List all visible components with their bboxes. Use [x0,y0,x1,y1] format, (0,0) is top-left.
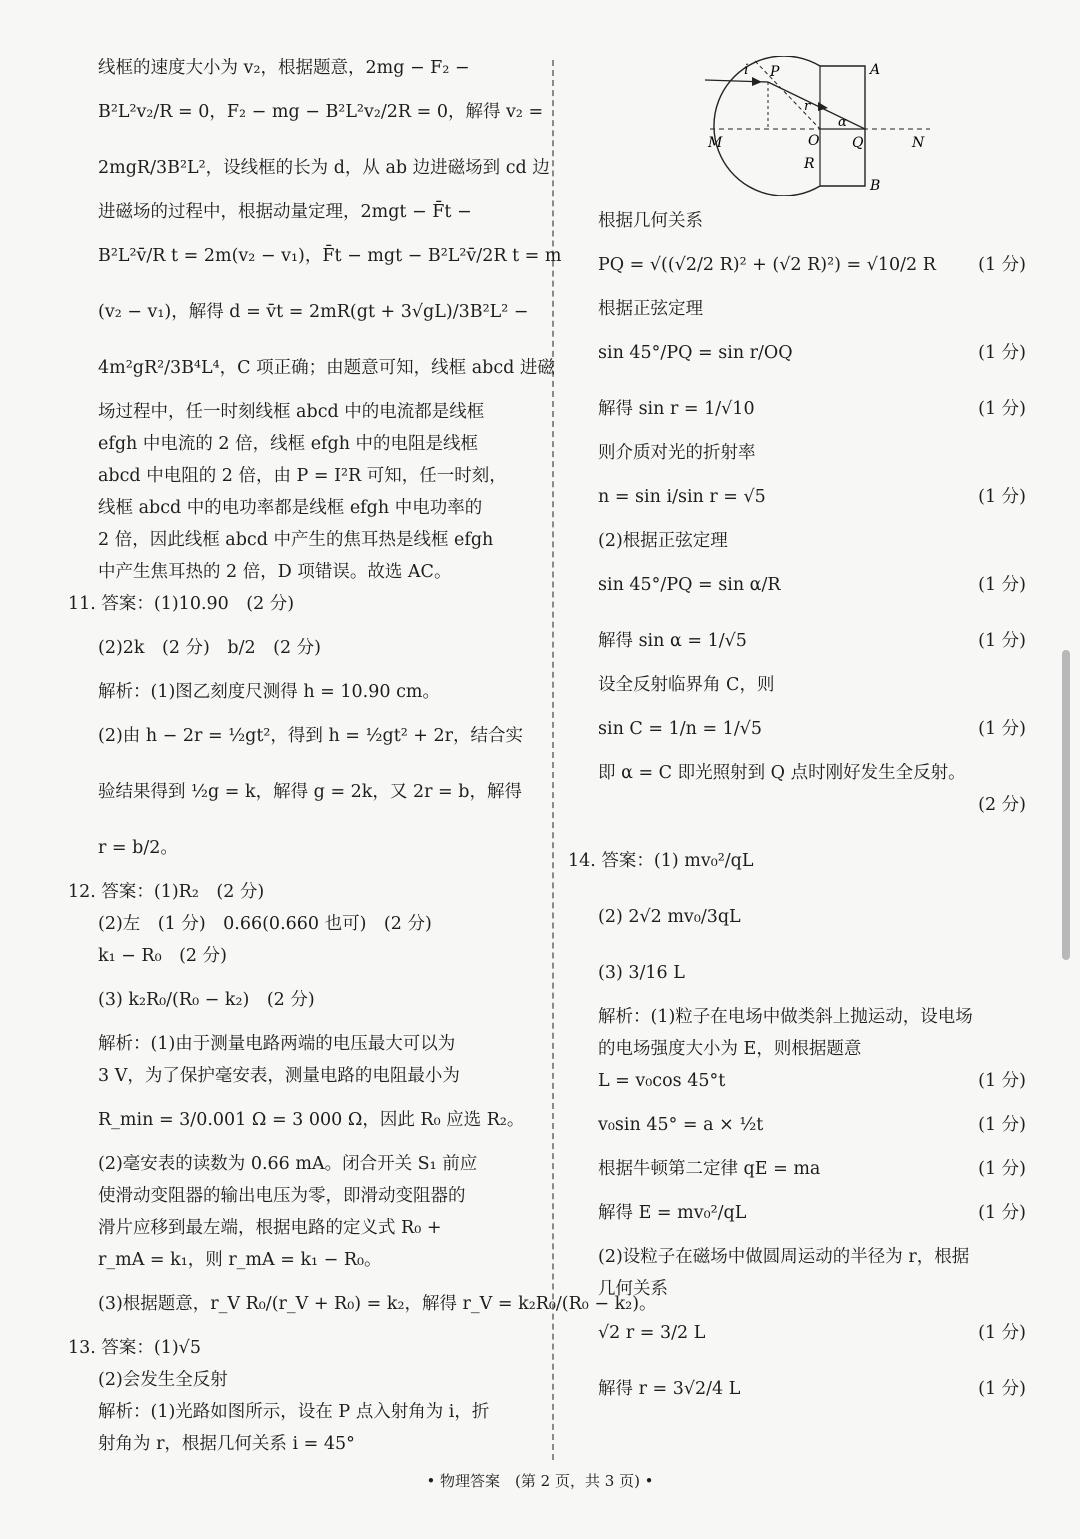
line-text: (2)设粒子在磁场中做圆周运动的半径为 r，根据 [598,1247,970,1267]
score-label: (1 分) [978,1115,1026,1135]
q11-line: r = b/2。 [98,838,178,858]
score-label: (1 分) [978,255,1026,275]
label-b: B [870,178,881,194]
label-q: Q [852,135,864,151]
p10-line: B²L²v₂/R = 0，F₂ − mg − B²L²v₂/2R = 0，解得 v₂ = [98,102,544,122]
p10-line: (v₂ − v₁)，解得 d = v̄t = 2mR(gt + 3√gL)/3B²L² − [98,302,529,322]
line-text: 解得 r = 3√2/4 L [598,1379,741,1399]
line-text: 解得 sin r = 1/√10 [598,399,755,419]
q13-line: (2)会发生全反射 [98,1370,228,1390]
score-label: (1 分) [978,1071,1026,1091]
score-label: (1 分) [978,487,1026,507]
r13-line [598,525,1038,557]
p10-line: 线框的速度大小为 v₂，根据题意，2mg − F₂ − [98,58,470,78]
q11-line: (2)2k (2 分) b/2 (2 分) [98,638,321,658]
r14-line [598,1001,1038,1033]
r13-line [598,237,1038,293]
r14-line [598,1065,1038,1097]
label-alpha: α [838,115,847,130]
p10-line: 场过程中，任一时刻线框 abcd 中的电流都是线框 [98,402,485,422]
q11-line: (2)由 h − 2r = ½gt²，得到 h = ½gt² + 2r，结合实 [98,726,524,746]
score-label: (1 分) [978,1323,1026,1343]
q13-line: 13. 答案：(1)√5 [68,1338,201,1358]
line-text: √2 r = 3/2 L [598,1323,706,1343]
line-text: PQ = √((√2/2 R)² + (√2 R)²) = √10/2 R [598,255,936,275]
q11-line: 验结果得到 ½g = k，解得 g = 2k，又 2r = b，解得 [98,782,522,802]
label-a: A [870,62,881,78]
r14-line [598,1361,1038,1417]
q12-line: (2)左 (1 分) 0.66(0.660 也可) (2 分) [98,914,432,934]
score-label: (1 分) [978,719,1026,739]
r14-line [598,889,1038,945]
incident-arrow [752,77,762,86]
q12-line: 滑片应移到最左端，根据电路的定义式 R₀ + [98,1218,442,1238]
score-label: (1 分) [978,1203,1026,1223]
optics-diagram [700,56,940,196]
label-o: O [808,133,820,149]
q12-line: 解析：(1)由于测量电路两端的电压最大可以为 [98,1034,456,1054]
refracted-ray [768,82,865,129]
r14-line [598,1033,1038,1065]
page-footer: • 物理答案 (第 2 页，共 3 页) • [426,1472,654,1490]
line-text: 解得 sin α = 1/√5 [598,631,747,651]
r13-line [598,613,1038,669]
p10-line: 2mgR/3B²L²，设线框的长为 d，从 ab 边进磁场到 cd 边 [98,158,550,178]
q12-line: r_mA = k₁，则 r_mA = k₁ − R₀。 [98,1250,382,1270]
score-label: (1 分) [978,631,1026,651]
q12-line: k₁ − R₀ (2 分) [98,946,227,966]
q11-line: 解析：(1)图乙刻度尺测得 h = 10.90 cm。 [98,682,440,702]
q11-line: 11. 答案：(1)10.90 (2 分) [68,594,295,614]
column-divider [552,60,554,1460]
p10-line: B²L²v̄/R t = 2m(v₂ − v₁)，F̄t − mgt − B²L²v̄/2R t = m [98,246,562,266]
p10-line: efgh 中电流的 2 倍，线框 efgh 中的电阻是线框 [98,434,479,454]
score-label: (1 分) [978,1159,1026,1179]
label-p: P [770,64,780,80]
score-label: (1 分) [978,575,1026,595]
p10-line: 4m²gR²/3B⁴L⁴，C 项正确；由题意可知，线框 abcd 进磁 [98,358,555,378]
q12-line: (3) k₂R₀/(R₀ − k₂) (2 分) [98,990,315,1010]
r14-line [598,945,1038,1001]
q13-continued [598,205,1038,821]
line-text: 则介质对光的折射率 [598,443,756,463]
p10-line: 2 倍，因此线框 abcd 中产生的焦耳热是线框 efgh [98,530,494,550]
r14-line [598,1097,1038,1153]
label-radius-r: R [804,156,815,172]
q12-line: 使滑动变阻器的输出电压为零，即滑动变阻器的 [98,1186,466,1206]
q13-answer [68,1332,528,1460]
r13-line [598,557,1038,613]
line-text: (2) 2√2 mv₀/3qL [598,907,741,927]
scrollbar-thumb[interactable] [1062,650,1070,960]
score-label: (1 分) [978,399,1026,419]
r13-line [598,757,1038,789]
q12-line: (3)根据题意，r_V R₀/(r_V + R₀) = k₂，解得 r_V = k₂R₀/(R₀ − k₂)。 [98,1294,657,1314]
r13-line [598,437,1038,469]
line-text: n = sin i/sin r = √5 [598,487,766,507]
q10-explanation [98,52,562,588]
r14-line [568,833,1038,889]
r14-line [598,1305,1038,1361]
r14-line [598,1273,1038,1305]
r14-line [598,1185,1038,1241]
label-i: i [744,62,749,78]
normal-line [755,61,820,129]
q12-line: 12. 答案：(1)R₂ (2 分) [68,882,265,902]
line-text: v₀sin 45° = a × ½t [598,1115,764,1135]
q12-line: 3 V，为了保护毫安表，测量电路的电阻最小为 [98,1066,460,1086]
right-column [568,205,1038,1417]
r13-line [598,205,1038,237]
line-text: 根据几何关系 [598,211,703,231]
line-text: (2)根据正弦定理 [598,531,728,551]
r13-line [598,701,1038,757]
r13-line [598,325,1038,381]
line-text: sin C = 1/n = 1/√5 [598,719,762,739]
r13-line [598,669,1038,701]
q11-answer [68,588,528,876]
r13-line [598,381,1038,437]
line-text: L = v₀cos 45°t [598,1071,726,1091]
q14-answer [568,833,1038,1417]
r13-line [598,789,1038,821]
r14-line [598,1241,1038,1273]
line-text: (3) 3/16 L [598,963,685,983]
line-text: 即 α = C 即光照射到 Q 点时刚好发生全反射。 [598,763,966,783]
r14-line [598,1153,1038,1185]
r13-line [598,469,1038,525]
line-text: 解得 E = mv₀²/qL [598,1203,747,1223]
line-text: 解析：(1)粒子在电场中做类斜上抛运动，设电场 [598,1007,973,1027]
q13-line: 射角为 r，根据几何关系 i = 45° [98,1434,355,1454]
q12-line: (2)毫安表的读数为 0.66 mA。闭合开关 S₁ 前应 [98,1154,478,1174]
score-label: (1 分) [978,343,1026,363]
score-label: (2 分) [978,795,1026,815]
line-text: 14. 答案：(1) mv₀²/qL [568,851,754,871]
p10-line: abcd 中电阻的 2 倍，由 P = I²R 可知，任一时刻， [98,466,507,486]
q13-line: 解析：(1)光路如图所示，设在 P 点入射角为 i，折 [98,1402,490,1422]
p10-line: 线框 abcd 中的电功率都是线框 efgh 中电功率的 [98,498,483,518]
label-r: r [804,99,811,114]
line-text: 设全反射临界角 C，则 [598,675,775,695]
label-n: N [912,135,925,151]
score-label: (1 分) [978,1379,1026,1399]
r13-line [598,293,1038,325]
p10-line: 进磁场的过程中，根据动量定理，2mgt − F̄t − [98,202,472,222]
line-text: 几何关系 [598,1279,668,1299]
line-text: sin 45°/PQ = sin r/OQ [598,343,793,363]
label-m: M [708,135,723,151]
line-text: 根据牛顿第二定律 qE = ma [598,1159,821,1179]
line-text: 根据正弦定理 [598,299,703,319]
p10-line: 中产生焦耳热的 2 倍，D 项错误。故选 AC。 [98,562,452,582]
q12-line: R_min = 3/0.001 Ω = 3 000 Ω，因此 R₀ 应选 R₂。 [98,1110,525,1130]
line-text: 的电场强度大小为 E，则根据题意 [598,1039,862,1059]
line-text: sin 45°/PQ = sin α/R [598,575,781,595]
